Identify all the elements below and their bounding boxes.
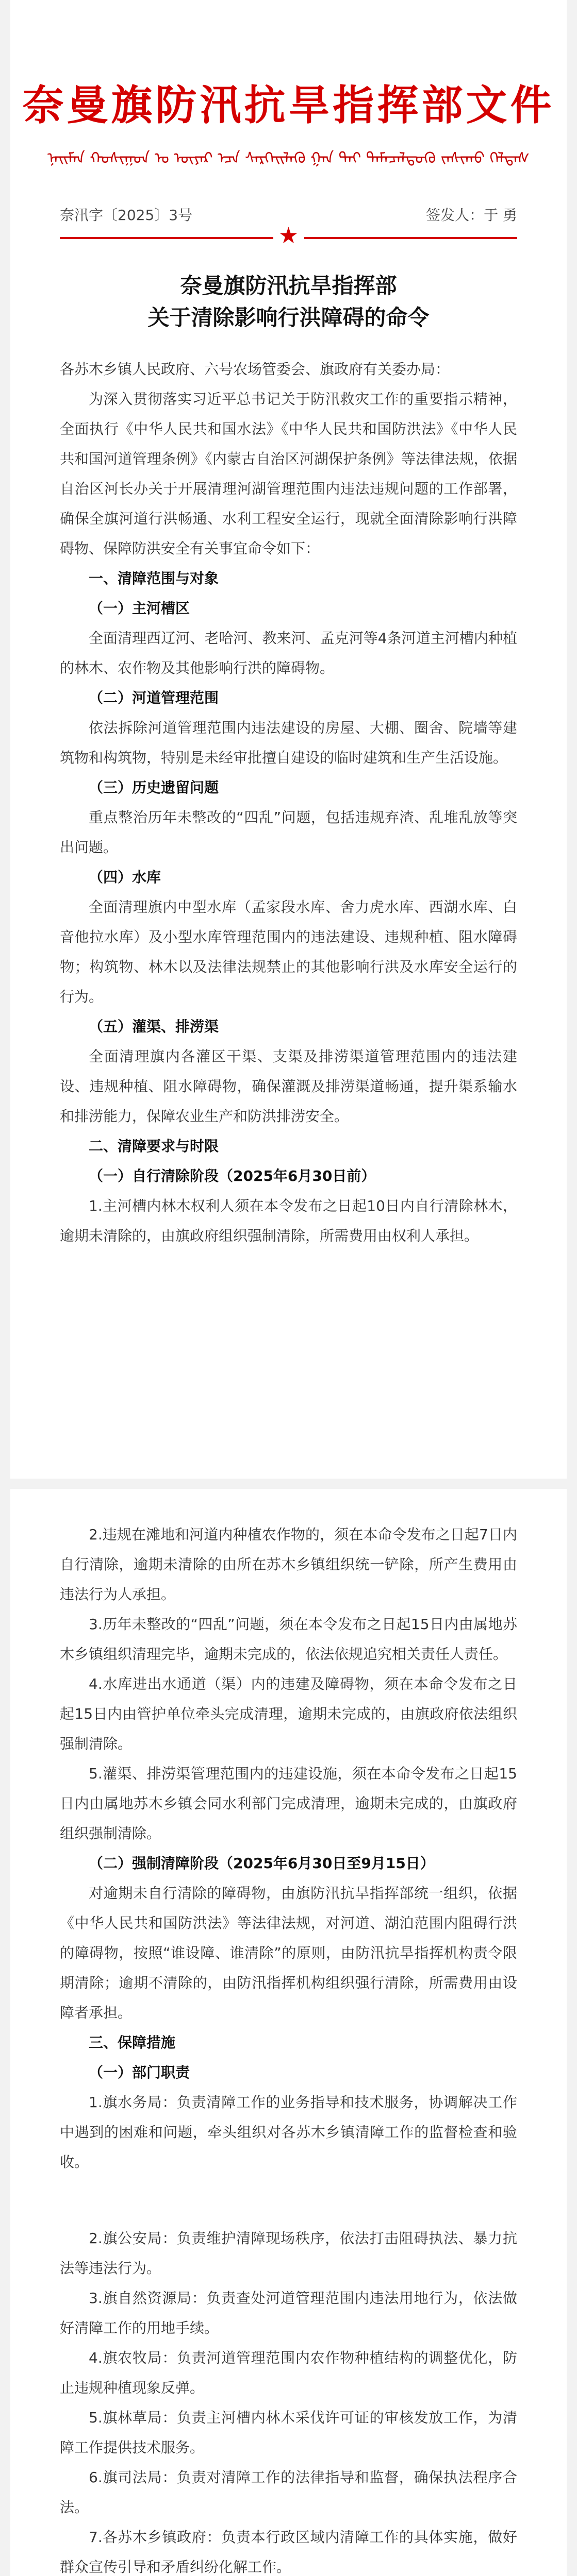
- intro-paragraph: 为深入贯彻落实习近平总书记关于防汛救灾工作的重要指示精神，全面执行《中华人民共和国水法》《中华人民共和国防洪法》《中华人民共和国河道管理条例》《内蒙古自治区河湖保护条例》等法律法规，依据自治区河长办关于开展清理河湖管理范围内违法违规问题的工作部署，确保全旗河道行洪畅通、水利工程安全运行，现就全面清除影响行洪障碍物、保障防洪安全有关事宜命令如下：: [60, 391, 517, 557]
- phase-1-item-5: 5.灌渠、排涝渠管理范围内的违建设施，须在本命令发布之日起15日内由属地苏木乡镇会同水利部门完成清理，逾期未完成的，由旗政府组织强制清除。: [60, 1765, 517, 1842]
- document-body-2: [10, 1489, 567, 2576]
- section-2-heading: 二、清障要求与时限: [89, 1138, 219, 1155]
- duty-6: 6.旗司法局：负责对清障工作的法律指导和监督，确保执法程序合法。: [60, 2469, 517, 2516]
- phase-2-heading: （二）强制清障阶段（2025年6月30日至9月15日）: [89, 1855, 435, 1872]
- phase-2-text: 对逾期未自行清除的障碍物，由旗防汛抗旱指挥部统一组织，依据《中华人民共和国防洪法》等法律法规，对河道、湖泊范围内阻碍行洪的障碍物，按照“谁设障、谁清除”的原则，由防汛抗旱指挥机构责令限期清除；逾期不清除的，由防汛指挥机构组织强行清除，所需费用由设障者承担。: [60, 1885, 517, 2021]
- duty-4: 4.旗农牧局：负责河道管理范围内农作物种植结构的调整优化，防止违规种植现象反弹。: [60, 2349, 517, 2396]
- document-number: 奈汛字〔2025〕3号: [60, 207, 193, 224]
- phase-1-item-4: 4.水库进出水通道（渠）内的违建及障碍物，须在本命令发布之日起15日内由管护单位牵头完成清理，逾期未完成的，由旗政府依法组织强制清除。: [60, 1675, 517, 1752]
- section-1-sub-5-text: 全面清理旗内各灌区干渠、支渠及排涝渠道管理范围内的违法建设、违规种植、阻水障碍物，确保灌溉及排涝渠道畅通，提升渠系输水和排涝能力，保障农业生产和防洪排涝安全。: [60, 1048, 517, 1125]
- section-1-sub-5-heading: （五）灌渠、排涝渠: [89, 1018, 219, 1035]
- section-1-sub-4-heading: （四）水库: [89, 869, 161, 886]
- phase-1-item-2: 2.违规在滩地和河道内种植农作物的，须在本命令发布之日起7日内自行清除，逾期未清除的由所在苏木乡镇组织统一铲除，所产生费用由违法行为人承担。: [60, 1526, 517, 1603]
- section-1-sub-2-text: 依法拆除河道管理范围内违法建设的房屋、大棚、圈舍、院墙等建筑物和构筑物，特别是未经审批擅自建设的临时建筑和生产生活设施。: [60, 719, 517, 766]
- phase-1-item-1: 1.主河槽内林木权利人须在本令发布之日起10日内自行清除林木，逾期未清除的，由旗政府组织强制清除，所需费用由权利人承担。: [60, 1197, 517, 1244]
- phase-1-heading: （一）自行清除阶段（2025年6月30日前）: [89, 1167, 376, 1184]
- duties-heading: （一）部门职责: [89, 2064, 190, 2081]
- section-3-heading: 三、保障措施: [89, 2034, 176, 2051]
- document-sheet-2: [10, 1489, 567, 2576]
- signer: 签发人：于 勇: [426, 207, 517, 224]
- document-title: 奈曼旗防汛抗旱指挥部文件: [22, 81, 555, 129]
- section-1-sub-2-heading: （二）河道管理范围: [89, 689, 219, 706]
- duty-3: 3.旗自然资源局：负责查处河道管理范围内违法用地行为，依法做好清障工作的用地手续。: [60, 2290, 517, 2336]
- section-1-heading: 一、清障范围与对象: [89, 570, 219, 587]
- mongolian-title-line: ᠨᠠᠢᠮᠠᠨ ᠬᠣᠰᠢᠭᠤᠨ ᠤ ᠦᠶᠡᠷ ᠡᠴᠡ ᠰᠡᠷᠭᠡᠢᠯᠡᠬᠦ ᠭᠠᠨ ᠲᠡᠢ ᠲᠡᠮᠡᠴᠡᠯᠳᠦᠬᠦ ᠵᠠᠰᠢᠬᠤ ᠬᠡᠯᠲᠡᠰ: [47, 149, 530, 167]
- order-title: [10, 270, 567, 334]
- document-body-1: [10, 354, 567, 1251]
- duty-1: 1.旗水务局：负责清障工作的业务指导和技术服务，协调解决工作中遇到的困难和问题，牵头组织对各苏木乡镇清障工作的监督检查和验收。: [60, 2094, 517, 2171]
- duty-5: 5.旗林草局：负责主河槽内林木采伐许可证的审核发放工作，为清障工作提供技术服务。: [60, 2409, 517, 2456]
- order-title-line-1: 奈曼旗防汛抗旱指挥部: [180, 273, 397, 298]
- document-sheet-1: [10, 0, 567, 1479]
- section-1-sub-3-heading: （三）历史遗留问题: [89, 779, 219, 796]
- phase-1-item-3: 3.历年未整改的“四乱”问题，须在本令发布之日起15日内由属地苏木乡镇组织清理完毕，逾期未完成的，依法依规追究相关责任人责任。: [60, 1616, 517, 1663]
- red-divider: [60, 223, 517, 249]
- star-icon: ★: [278, 223, 299, 249]
- addressee: 各苏木乡镇人民政府、六号农场管委会、旗政府有关委办局：: [60, 361, 450, 378]
- document-header: [10, 0, 567, 168]
- order-title-line-2: 关于清除影响行洪障碍的命令: [147, 305, 430, 330]
- section-1-sub-3-text: 重点整治历年未整改的“四乱”问题，包括违规弃渣、乱堆乱放等突出问题。: [60, 809, 517, 856]
- duty-2: 2.旗公安局：负责维护清障现场秩序，依法打击阻碍执法、暴力抗法等违法行为。: [60, 2230, 517, 2277]
- section-1-sub-1-heading: （一）主河槽区: [89, 600, 190, 617]
- duty-7: 7.各苏木乡镇政府：负责本行政区域内清障工作的具体实施，做好群众宣传引导和矛盾纠纷化解工作。: [60, 2529, 517, 2575]
- section-1-sub-1-text: 全面清理西辽河、老哈河、教来河、孟克河等4条河道主河槽内种植的林木、农作物及其他影响行洪的障碍物。: [60, 630, 517, 676]
- section-1-sub-4-text: 全面清理旗内中型水库（孟家段水库、舍力虎水库、西湖水库、白音他拉水库）及小型水库管理范围内的违法建设、违规种植、阻水障碍物；构筑物、林木以及法律法规禁止的其他影响行洪及水库安全运行的行为。: [60, 899, 517, 1005]
